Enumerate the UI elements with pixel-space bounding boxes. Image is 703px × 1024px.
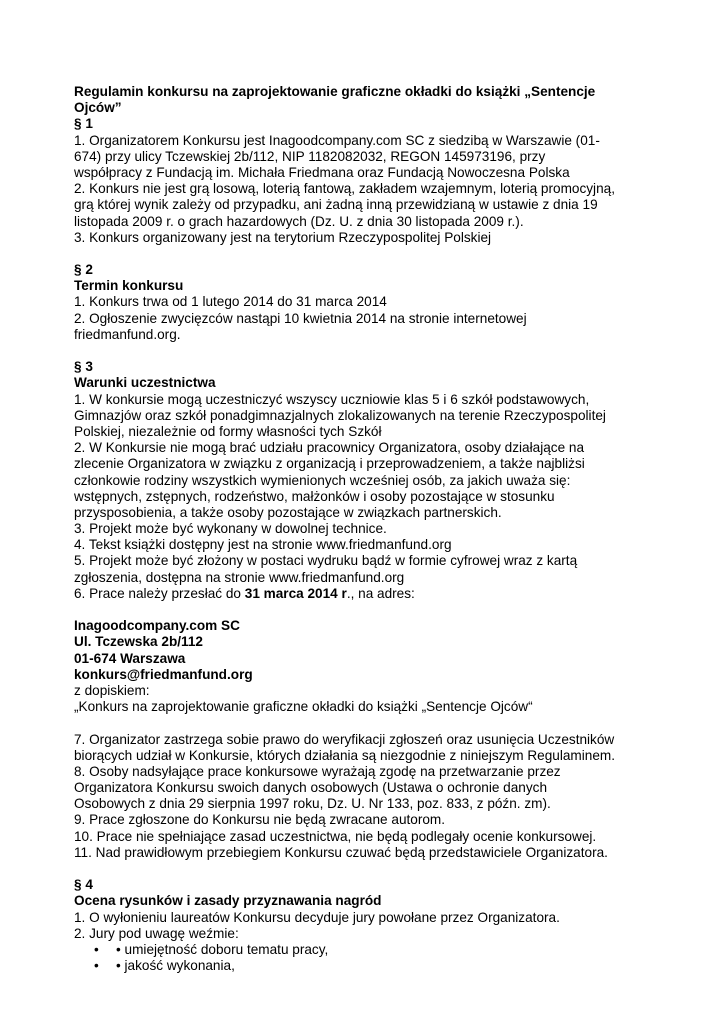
paragraph-line: 1. W konkursie mogą uczestniczyć wszyscy uczniowie klas 5 i 6 szkół podstawowych,	[74, 391, 590, 407]
section-4-heading: § 4	[74, 877, 93, 893]
paragraph-line: listopada 2009 r. o grach hazardowych (Dz. U. z dnia 30 listopada 2009 r.).	[74, 213, 524, 229]
spacer	[74, 715, 640, 731]
address-city: 01-674 Warszawa	[74, 650, 186, 666]
paragraph-line: 2. Jury pod uwagę weźmie:	[74, 925, 239, 941]
spacer	[74, 246, 640, 262]
paragraph-line: 3. Projekt może być wykonany w dowolnej technice.	[74, 521, 387, 537]
paragraph-line: 2. Ogłoszenie zwycięzców nastąpi 10 kwietnia 2014 na stronie internetowej	[74, 310, 527, 326]
paragraph-line: grą której wynik zależy od przypadku, ani żadną inną przewidzianą w ustawie z dnia 19	[74, 197, 598, 213]
note-text: „Konkurs na zaprojektowanie graficzne okładki do książki „Sentencje Ojców“	[74, 699, 533, 715]
paragraph-line: friedmanfund.org.	[74, 326, 181, 342]
paragraph-line: 1. O wyłonieniu laureatów Konkursu decyduje jury powołane przez Organizatora.	[74, 909, 560, 925]
section-4-subheading: Ocena rysunków i zasady przyznawania nagród	[74, 893, 382, 909]
section-2-subheading: Termin konkursu	[74, 278, 184, 294]
deadline-line	[74, 586, 640, 602]
paragraph-line: Polskiej, niezależnie od formy własności tych Szkół	[74, 423, 382, 439]
deadline-text: 6. Prace należy przesłać do	[74, 585, 245, 601]
deadline-text-end: ., na adres:	[346, 585, 415, 601]
document-page	[74, 84, 640, 974]
paragraph-line: 674) przy ulicy Tczewskiej 2b/112, NIP 1182082032, REGON 145973196, przy	[74, 148, 546, 164]
paragraph-line: przysposobienia, a także osoby pozostające w związkach partnerskich.	[74, 504, 502, 520]
paragraph-line: 2. Konkurs nie jest grą losową, loterią fantową, zakładem wzajemnym, loterią promocyjną,	[74, 181, 615, 197]
list-item-text: • jakość wykonania,	[116, 958, 235, 974]
paragraph-line: 9. Prace zgłoszone do Konkursu nie będą zwracane autorom.	[74, 812, 446, 828]
paragraph-line: zlecenie Organizatora w związku z organizacją i przeprowadzeniem, a także najbliżsi	[74, 456, 585, 472]
note-label: z dopiskiem:	[74, 682, 150, 698]
list-item-text: • umiejętność doboru tematu pracy,	[116, 941, 329, 957]
spacer	[74, 861, 640, 877]
paragraph-line: współpracy z Fundacją im. Michała Friedmana oraz Fundacją Nowoczesna Polska	[74, 164, 570, 180]
deadline-date: 31 marca 2014 r	[244, 585, 347, 601]
paragraph-line: zgłoszenia, dostępna na stronie www.friedmanfund.org	[74, 569, 405, 585]
section-2-heading: § 2	[74, 262, 93, 278]
paragraph-line: 3. Konkurs organizowany jest na terytorium Rzeczypospolitej Polskiej	[74, 229, 492, 245]
paragraph-line: biorących udział w Konkursie, których działania są niezgodnie z niniejszym Regulaminem.	[74, 747, 615, 763]
list-item	[74, 958, 640, 974]
section-3-heading: § 3	[74, 359, 93, 375]
section-1-heading: § 1	[74, 116, 93, 132]
bullet-icon: •	[94, 958, 99, 974]
section-3-subheading: Warunki uczestnictwa	[74, 375, 216, 391]
paragraph-line: wstępnych, zstępnych, rodzeństwo, małżonków i osoby pozostające w stosunku	[74, 488, 555, 504]
paragraph-line: 2. W Konkursie nie mogą brać udziału pracownicy Organizatora, osoby działające na	[74, 440, 585, 456]
spacer	[74, 343, 640, 359]
bullet-icon: •	[94, 941, 99, 957]
list-item	[74, 942, 640, 958]
paragraph-line: Osobowych z dnia 29 sierpnia 1997 roku, Dz. U. Nr 133, poz. 833, z późn. zm).	[74, 796, 551, 812]
paragraph-line: 11. Nad prawidłowym przebiegiem Konkursu czuwać będą przedstawiciele Organizatora.	[74, 844, 608, 860]
address-company: Inagoodcompany.com SC	[74, 618, 240, 634]
paragraph-line: 10. Prace nie spełniające zasad uczestnictwa, nie będą podlegały ocenie konkursowej.	[74, 828, 597, 844]
paragraph-line: Gimnazjów oraz szkół ponadgimnazjalnych zlokalizowanych na terenie Rzeczypospolitej	[74, 407, 606, 423]
paragraph-line: 8. Osoby nadsyłające prace konkursowe wyrażają zgodę na przetwarzanie przez	[74, 763, 561, 779]
paragraph-line: 4. Tekst książki dostępny jest na stronie www.friedmanfund.org	[74, 537, 452, 553]
paragraph-line: 5. Projekt może być złożony w postaci wydruku bądź w formie cyfrowej wraz z kartą	[74, 553, 578, 569]
address-email: konkurs@friedmanfund.org	[74, 666, 253, 682]
paragraph-line: 1. Organizatorem Konkursu jest Inagoodcompany.com SC z siedzibą w Warszawie (01-	[74, 132, 600, 148]
paragraph-line: członkowie rodziny wszystkich wymienionych wcześniej osób, za jakich uważa się:	[74, 472, 571, 488]
paragraph-line: 1. Konkurs trwa od 1 lutego 2014 do 31 marca 2014	[74, 294, 387, 310]
spacer	[74, 602, 640, 618]
paragraph-line: 7. Organizator zastrzega sobie prawo do weryfikacji zgłoszeń oraz usunięcia Uczestników	[74, 731, 615, 747]
document-title-cont: Ojców”	[74, 100, 122, 116]
address-street: Ul. Tczewska 2b/112	[74, 634, 203, 650]
paragraph-line: Organizatora Konkursu swoich danych osobowych (Ustawa o ochronie danych	[74, 780, 548, 796]
document-title: Regulamin konkursu na zaprojektowanie graficzne okładki do książki „Sentencje	[74, 84, 596, 99]
